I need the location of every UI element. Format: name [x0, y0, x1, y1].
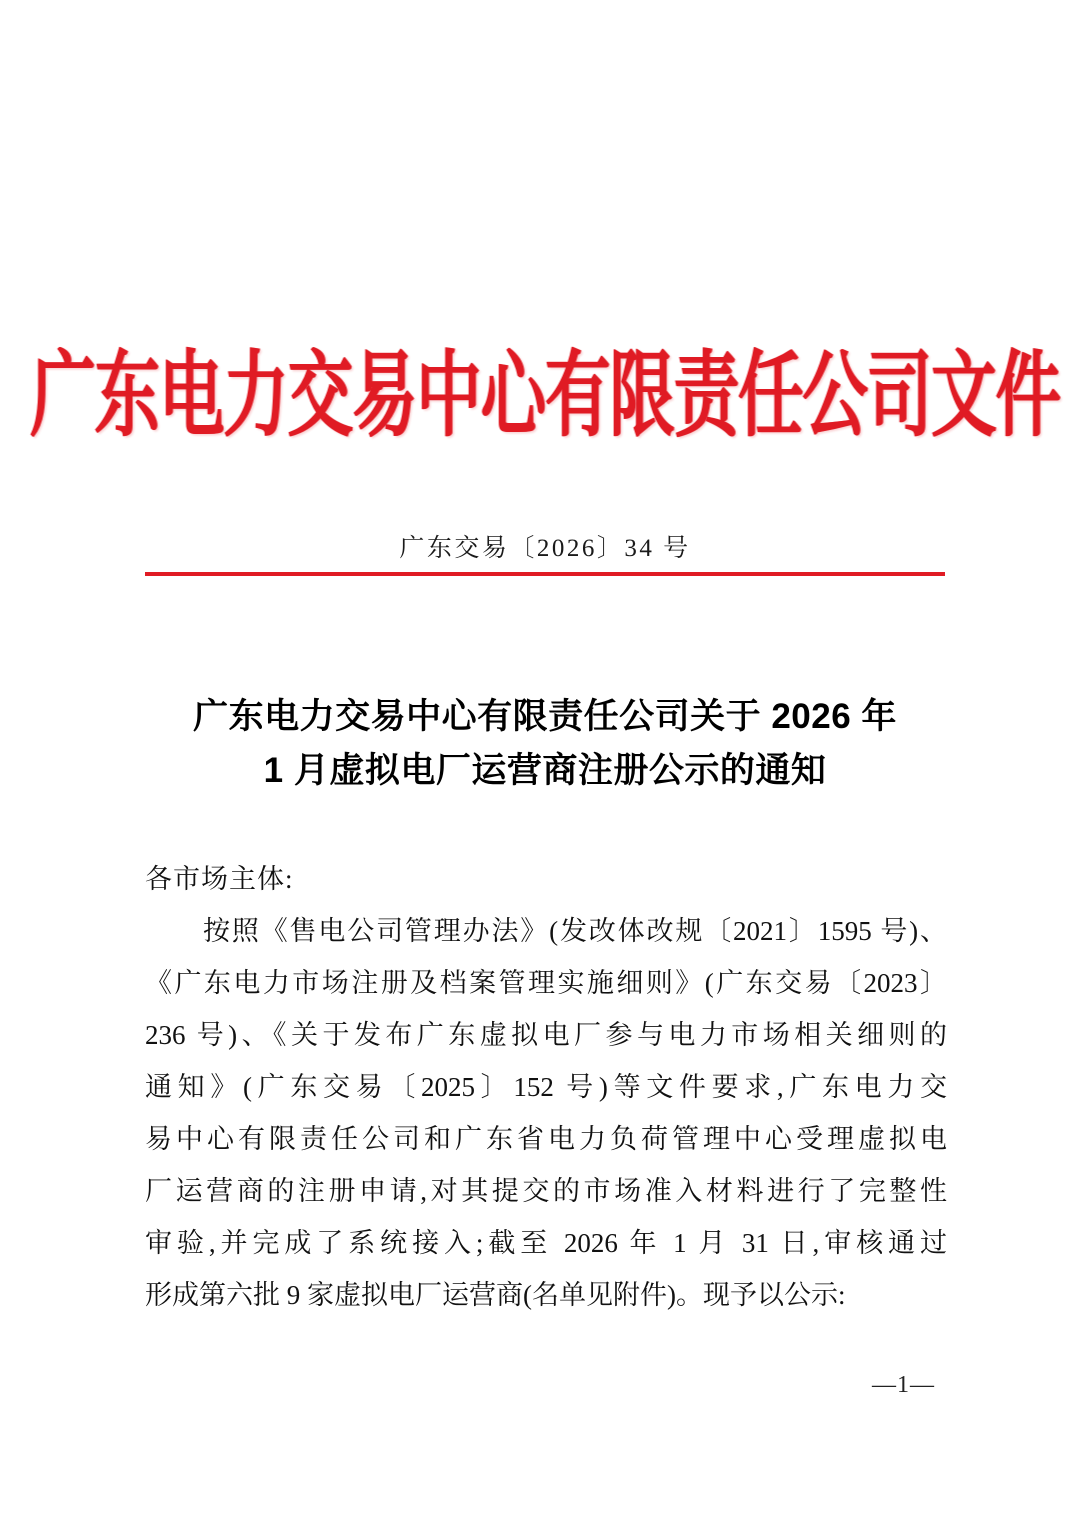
page-title-line-2: 1 月虚拟电厂运营商注册公示的通知 [263, 751, 827, 790]
body-line: 形成第六批 9 家虚拟电厂运营商(名单见附件)。现予以公示: [145, 1280, 846, 1310]
organization-title: 广东电力交易中心有限责任公司文件 [30, 342, 1060, 448]
document-number: 广东交易〔2026〕34 号 [399, 535, 691, 562]
body-line: 厂运营商的注册申请,对其提交的市场准入材料进行了完整性 [145, 1176, 947, 1206]
document-body [145, 853, 947, 1321]
body-line: 审验,并完成了系统接入;截至 2026 年 1 月 31 日,审核通过 [145, 1228, 947, 1258]
red-separator-rule [145, 572, 945, 576]
body-line: 236 号)、《关于发布广东虚拟电厂参与电力市场相关细则的 [145, 1020, 947, 1050]
page-title-line-1: 广东电力交易中心有限责任公司关于 2026 年 [193, 697, 897, 736]
body-line: 通知》(广东交易〔2025〕152 号)等文件要求,广东电力交 [145, 1072, 947, 1102]
body-paragraph [145, 905, 947, 1321]
page-title [145, 690, 945, 798]
body-line: 按照《售电公司管理办法》(发改体改规〔2021〕1595 号)、 [203, 916, 947, 946]
masthead-banner [30, 342, 1060, 448]
salutation: 各市场主体: [145, 864, 294, 894]
page-number: —1— [872, 1372, 935, 1398]
body-line: 易中心有限责任公司和广东省电力负荷管理中心受理虚拟电 [145, 1124, 947, 1154]
body-line: 《广东电力市场注册及档案管理实施细则》(广东交易〔2023〕 [145, 968, 947, 998]
